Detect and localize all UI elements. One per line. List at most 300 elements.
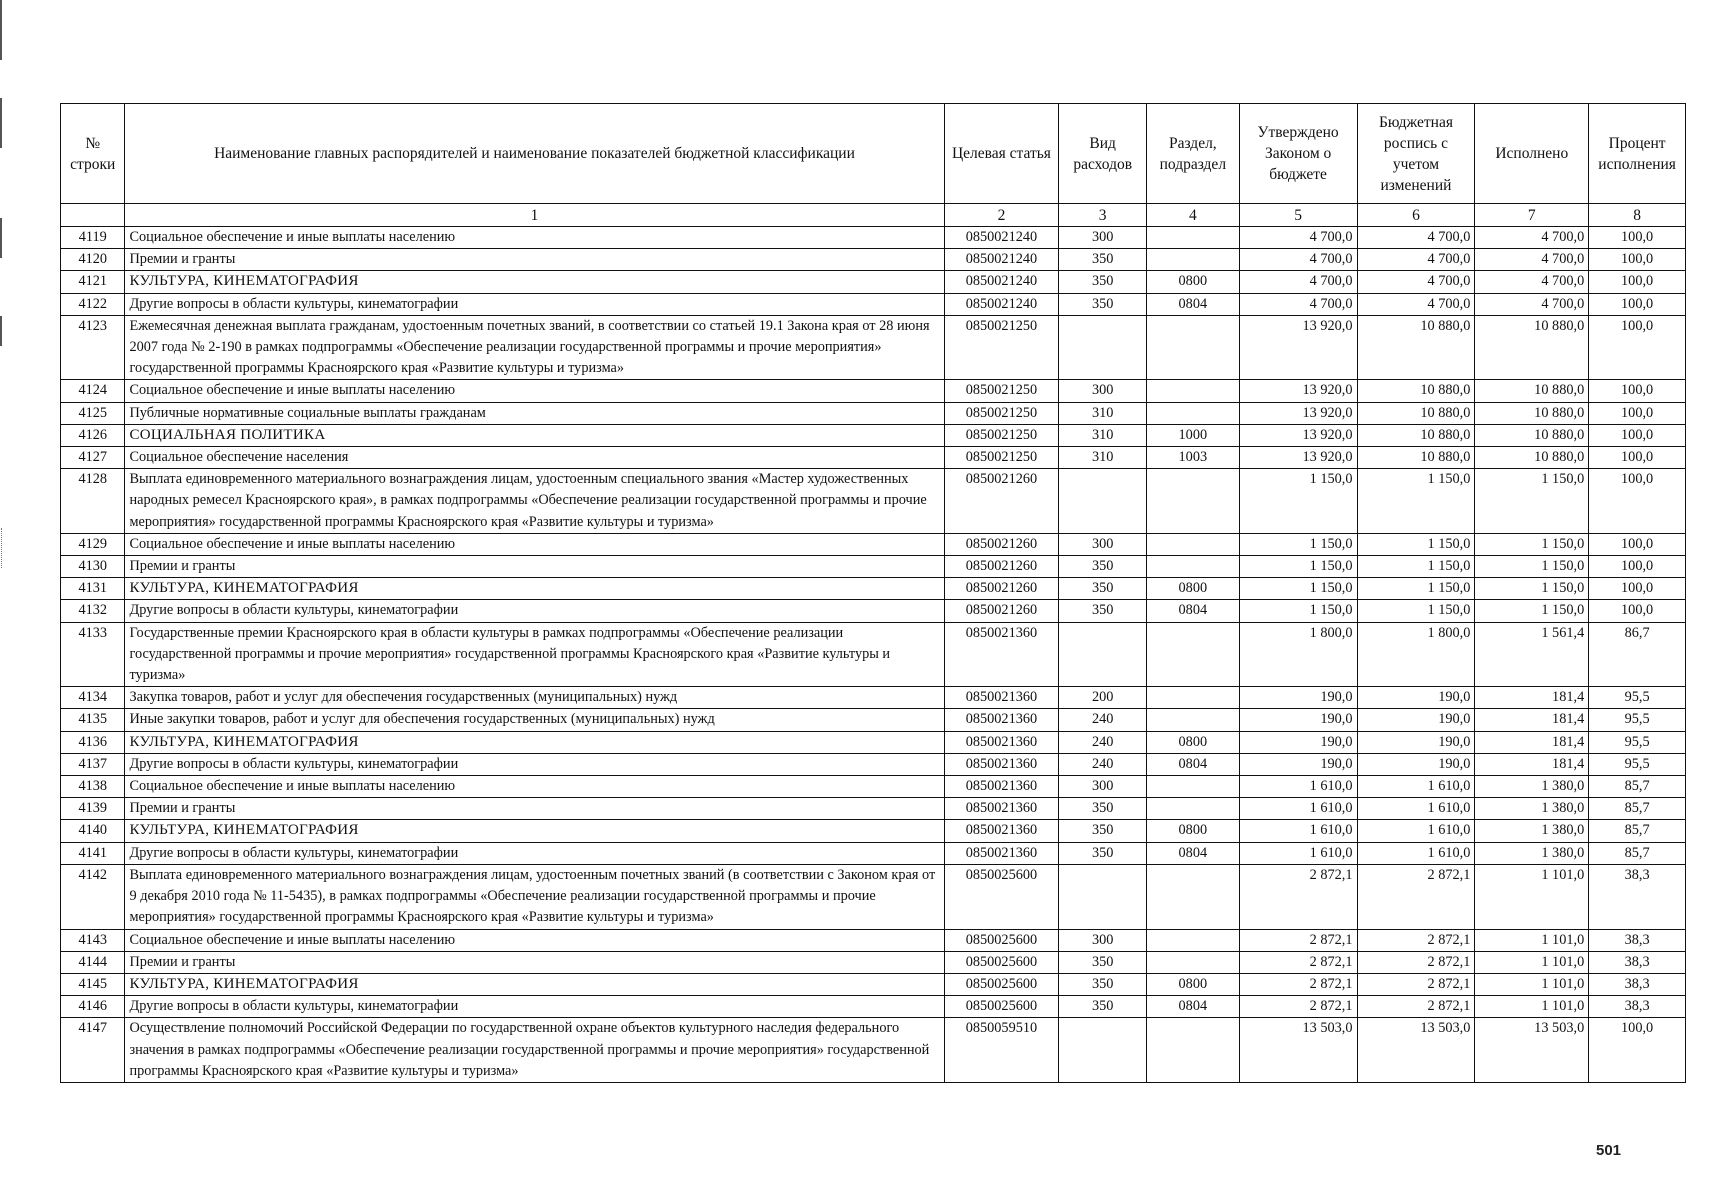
row-percent-cell: 100,0	[1589, 249, 1686, 271]
row-budget-cell: 1 150,0	[1357, 469, 1475, 534]
row-target-article-cell: 0850021250	[944, 402, 1059, 424]
row-target-article-cell: 0850021240	[944, 271, 1059, 293]
table-row	[61, 249, 1686, 271]
row-expense-type-cell	[1059, 469, 1147, 534]
row-expense-type-cell: 350	[1059, 556, 1147, 578]
table-row	[61, 973, 1686, 995]
row-name-cell: Другие вопросы в области культуры, кинематографии	[125, 753, 944, 775]
row-section-cell	[1147, 798, 1240, 820]
scan-edge-mark	[0, 0, 2, 60]
row-budget-cell: 2 872,1	[1357, 951, 1475, 973]
row-name-cell: КУЛЬТУРА, КИНЕМАТОГРАФИЯ	[125, 731, 944, 753]
scan-edge-mark	[0, 316, 2, 346]
row-budget-cell: 4 700,0	[1357, 293, 1475, 315]
column-number: 3	[1059, 204, 1147, 227]
row-expense-type-cell: 300	[1059, 380, 1147, 402]
row-number-cell: 4142	[61, 864, 125, 929]
table-row	[61, 709, 1686, 731]
row-expense-type-cell: 300	[1059, 929, 1147, 951]
row-approved-cell: 2 872,1	[1239, 951, 1357, 973]
row-expense-type-cell: 350	[1059, 249, 1147, 271]
row-percent-cell: 38,3	[1589, 996, 1686, 1018]
row-number-cell: 4134	[61, 687, 125, 709]
table-row	[61, 578, 1686, 600]
row-number-cell: 4147	[61, 1018, 125, 1083]
row-section-cell	[1147, 249, 1240, 271]
row-expense-type-cell	[1059, 622, 1147, 687]
row-expense-type-cell	[1059, 315, 1147, 380]
row-number-cell: 4136	[61, 731, 125, 753]
row-number-cell: 4146	[61, 996, 125, 1018]
column-number: 8	[1589, 204, 1686, 227]
row-executed-cell: 1 101,0	[1475, 973, 1589, 995]
row-budget-cell: 1 610,0	[1357, 820, 1475, 842]
table-row	[61, 776, 1686, 798]
row-expense-type-cell	[1059, 864, 1147, 929]
scan-edge-mark	[0, 98, 2, 148]
row-budget-cell: 190,0	[1357, 753, 1475, 775]
row-approved-cell: 13 920,0	[1239, 402, 1357, 424]
row-expense-type-cell	[1059, 1018, 1147, 1083]
row-expense-type-cell: 300	[1059, 533, 1147, 555]
row-section-cell: 0800	[1147, 271, 1240, 293]
row-executed-cell: 10 880,0	[1475, 380, 1589, 402]
row-number-cell: 4130	[61, 556, 125, 578]
row-target-article-cell: 0850021250	[944, 447, 1059, 469]
row-budget-cell: 1 150,0	[1357, 578, 1475, 600]
row-executed-cell: 1 101,0	[1475, 951, 1589, 973]
row-percent-cell: 100,0	[1589, 469, 1686, 534]
row-budget-cell: 2 872,1	[1357, 929, 1475, 951]
row-approved-cell: 4 700,0	[1239, 227, 1357, 249]
row-section-cell	[1147, 709, 1240, 731]
row-name-cell: Социальное обеспечение населения	[125, 447, 944, 469]
row-number-cell: 4135	[61, 709, 125, 731]
row-budget-cell: 10 880,0	[1357, 402, 1475, 424]
row-executed-cell: 1 150,0	[1475, 600, 1589, 622]
row-approved-cell: 2 872,1	[1239, 864, 1357, 929]
row-expense-type-cell: 240	[1059, 709, 1147, 731]
column-number: 6	[1357, 204, 1475, 227]
row-number-cell: 4121	[61, 271, 125, 293]
column-number: 5	[1239, 204, 1357, 227]
row-percent-cell: 100,0	[1589, 227, 1686, 249]
row-name-cell: Публичные нормативные социальные выплаты гражданам	[125, 402, 944, 424]
header-percent: Процент исполнения	[1589, 104, 1686, 204]
header-approved: Утверждено Законом о бюджете	[1239, 104, 1357, 204]
row-executed-cell: 10 880,0	[1475, 424, 1589, 446]
column-number: 2	[944, 204, 1059, 227]
row-target-article-cell: 0850021250	[944, 380, 1059, 402]
row-expense-type-cell: 350	[1059, 798, 1147, 820]
row-name-cell: КУЛЬТУРА, КИНЕМАТОГРАФИЯ	[125, 820, 944, 842]
row-section-cell: 0804	[1147, 293, 1240, 315]
row-target-article-cell: 0850021240	[944, 249, 1059, 271]
row-percent-cell: 95,5	[1589, 753, 1686, 775]
row-number-cell: 4120	[61, 249, 125, 271]
column-number: 1	[125, 204, 944, 227]
row-name-cell: Премии и гранты	[125, 556, 944, 578]
header-row-number: № строки	[61, 104, 125, 204]
row-executed-cell: 1 380,0	[1475, 820, 1589, 842]
table-row	[61, 753, 1686, 775]
row-executed-cell: 181,4	[1475, 709, 1589, 731]
row-section-cell: 0800	[1147, 973, 1240, 995]
row-number-cell: 4141	[61, 842, 125, 864]
row-target-article-cell: 0850021260	[944, 556, 1059, 578]
table-row	[61, 227, 1686, 249]
row-budget-cell: 4 700,0	[1357, 249, 1475, 271]
row-budget-cell: 4 700,0	[1357, 227, 1475, 249]
row-name-cell: Социальное обеспечение и иные выплаты населению	[125, 533, 944, 555]
row-budget-cell: 190,0	[1357, 709, 1475, 731]
row-budget-cell: 4 700,0	[1357, 271, 1475, 293]
row-percent-cell: 100,0	[1589, 578, 1686, 600]
table-row	[61, 380, 1686, 402]
row-percent-cell: 100,0	[1589, 533, 1686, 555]
row-budget-cell: 2 872,1	[1357, 973, 1475, 995]
row-executed-cell: 1 380,0	[1475, 798, 1589, 820]
row-name-cell: Социальное обеспечение и иные выплаты населению	[125, 380, 944, 402]
row-expense-type-cell: 310	[1059, 447, 1147, 469]
row-number-cell: 4129	[61, 533, 125, 555]
row-percent-cell: 100,0	[1589, 556, 1686, 578]
row-expense-type-cell: 350	[1059, 293, 1147, 315]
row-executed-cell: 1 561,4	[1475, 622, 1589, 687]
row-target-article-cell: 0850021360	[944, 709, 1059, 731]
row-number-cell: 4124	[61, 380, 125, 402]
row-executed-cell: 1 150,0	[1475, 556, 1589, 578]
row-approved-cell: 2 872,1	[1239, 996, 1357, 1018]
row-name-cell: Социальное обеспечение и иные выплаты населению	[125, 929, 944, 951]
scan-edge-mark	[0, 218, 2, 258]
row-budget-cell: 10 880,0	[1357, 380, 1475, 402]
row-name-cell: Премии и гранты	[125, 951, 944, 973]
row-expense-type-cell: 350	[1059, 973, 1147, 995]
table-row	[61, 402, 1686, 424]
row-budget-cell: 1 150,0	[1357, 556, 1475, 578]
row-name-cell: Премии и гранты	[125, 249, 944, 271]
row-section-cell	[1147, 687, 1240, 709]
row-approved-cell: 13 920,0	[1239, 424, 1357, 446]
row-executed-cell: 13 503,0	[1475, 1018, 1589, 1083]
row-name-cell: Другие вопросы в области культуры, кинематографии	[125, 293, 944, 315]
row-approved-cell: 13 920,0	[1239, 315, 1357, 380]
row-budget-cell: 1 610,0	[1357, 842, 1475, 864]
table-row	[61, 447, 1686, 469]
row-percent-cell: 100,0	[1589, 600, 1686, 622]
row-expense-type-cell: 350	[1059, 271, 1147, 293]
row-number-cell: 4144	[61, 951, 125, 973]
row-budget-cell: 2 872,1	[1357, 864, 1475, 929]
table-row	[61, 996, 1686, 1018]
row-budget-cell: 190,0	[1357, 687, 1475, 709]
table-row	[61, 293, 1686, 315]
row-percent-cell: 100,0	[1589, 447, 1686, 469]
row-percent-cell: 85,7	[1589, 842, 1686, 864]
row-executed-cell: 10 880,0	[1475, 447, 1589, 469]
row-budget-cell: 10 880,0	[1357, 447, 1475, 469]
row-approved-cell: 190,0	[1239, 731, 1357, 753]
row-name-cell: Иные закупки товаров, работ и услуг для обеспечения государственных (муниципальных) нужд	[125, 709, 944, 731]
row-expense-type-cell: 350	[1059, 951, 1147, 973]
row-expense-type-cell: 350	[1059, 600, 1147, 622]
row-executed-cell: 1 101,0	[1475, 864, 1589, 929]
row-section-cell: 0804	[1147, 753, 1240, 775]
row-percent-cell: 38,3	[1589, 973, 1686, 995]
row-section-cell: 0804	[1147, 600, 1240, 622]
row-section-cell	[1147, 380, 1240, 402]
row-percent-cell: 95,5	[1589, 687, 1686, 709]
row-target-article-cell: 0850025600	[944, 996, 1059, 1018]
row-approved-cell: 1 610,0	[1239, 842, 1357, 864]
row-percent-cell: 100,0	[1589, 402, 1686, 424]
row-name-cell: Ежемесячная денежная выплата гражданам, удостоенным почетных званий, в соответствии со статьей 19.1 Закона края от 28 июня 2007 года № 2-190 в рамках подпрограммы «Обеспечение реализации государственной программы и прочие мероприятия» государственной программы Красноярского края «Развитие культуры и туризма»	[125, 315, 944, 380]
row-approved-cell: 1 610,0	[1239, 798, 1357, 820]
row-number-cell: 4138	[61, 776, 125, 798]
row-executed-cell: 4 700,0	[1475, 227, 1589, 249]
row-approved-cell: 1 150,0	[1239, 556, 1357, 578]
row-number-cell: 4131	[61, 578, 125, 600]
table-row	[61, 929, 1686, 951]
row-target-article-cell: 0850021360	[944, 753, 1059, 775]
header-executed: Исполнено	[1475, 104, 1589, 204]
table-row	[61, 1018, 1686, 1083]
row-expense-type-cell: 300	[1059, 776, 1147, 798]
row-percent-cell: 100,0	[1589, 293, 1686, 315]
row-budget-cell: 1 610,0	[1357, 798, 1475, 820]
row-percent-cell: 38,3	[1589, 929, 1686, 951]
row-target-article-cell: 0850021360	[944, 731, 1059, 753]
table-row	[61, 687, 1686, 709]
row-target-article-cell: 0850025600	[944, 864, 1059, 929]
row-target-article-cell: 0850021240	[944, 227, 1059, 249]
row-expense-type-cell: 350	[1059, 996, 1147, 1018]
row-target-article-cell: 0850021360	[944, 776, 1059, 798]
row-approved-cell: 1 610,0	[1239, 776, 1357, 798]
row-percent-cell: 85,7	[1589, 820, 1686, 842]
row-budget-cell: 1 800,0	[1357, 622, 1475, 687]
column-number: 7	[1475, 204, 1589, 227]
row-executed-cell: 4 700,0	[1475, 249, 1589, 271]
row-name-cell: Социальное обеспечение и иные выплаты населению	[125, 776, 944, 798]
row-section-cell	[1147, 533, 1240, 555]
row-target-article-cell: 0850025600	[944, 929, 1059, 951]
row-percent-cell: 95,5	[1589, 709, 1686, 731]
row-name-cell: Выплата единовременного материального вознаграждения лицам, удостоенным специального звания «Мастер художественных народных ремесел Красноярского края», в рамках подпрограммы «Обеспечение реализации государственной программы и прочие мероприятия» государственной программы Красноярского края «Развитие культуры и туризма»	[125, 469, 944, 534]
row-target-article-cell: 0850021260	[944, 578, 1059, 600]
row-expense-type-cell: 200	[1059, 687, 1147, 709]
row-approved-cell: 1 150,0	[1239, 533, 1357, 555]
row-approved-cell: 190,0	[1239, 687, 1357, 709]
row-target-article-cell: 0850021360	[944, 842, 1059, 864]
row-approved-cell: 13 920,0	[1239, 447, 1357, 469]
row-budget-cell: 190,0	[1357, 731, 1475, 753]
row-percent-cell: 100,0	[1589, 271, 1686, 293]
row-executed-cell: 1 101,0	[1475, 929, 1589, 951]
row-budget-cell: 1 150,0	[1357, 533, 1475, 555]
row-executed-cell: 1 380,0	[1475, 776, 1589, 798]
row-number-cell: 4125	[61, 402, 125, 424]
row-executed-cell: 10 880,0	[1475, 315, 1589, 380]
row-percent-cell: 95,5	[1589, 731, 1686, 753]
row-budget-cell: 13 503,0	[1357, 1018, 1475, 1083]
row-name-cell: Закупка товаров, работ и услуг для обеспечения государственных (муниципальных) нужд	[125, 687, 944, 709]
row-percent-cell: 100,0	[1589, 424, 1686, 446]
row-section-cell	[1147, 227, 1240, 249]
header-section: Раздел, подраздел	[1147, 104, 1240, 204]
row-number-cell: 4122	[61, 293, 125, 315]
table-row	[61, 424, 1686, 446]
table-row	[61, 469, 1686, 534]
row-expense-type-cell: 350	[1059, 578, 1147, 600]
row-percent-cell: 38,3	[1589, 951, 1686, 973]
row-expense-type-cell: 350	[1059, 842, 1147, 864]
row-percent-cell: 85,7	[1589, 798, 1686, 820]
row-name-cell: СОЦИАЛЬНАЯ ПОЛИТИКА	[125, 424, 944, 446]
row-approved-cell: 1 150,0	[1239, 600, 1357, 622]
row-percent-cell: 86,7	[1589, 622, 1686, 687]
header-name: Наименование главных распорядителей и наименование показателей бюджетной классификации	[125, 104, 944, 204]
table-row	[61, 271, 1686, 293]
row-section-cell: 1000	[1147, 424, 1240, 446]
row-approved-cell: 190,0	[1239, 709, 1357, 731]
row-name-cell: Другие вопросы в области культуры, кинематографии	[125, 600, 944, 622]
row-percent-cell: 100,0	[1589, 315, 1686, 380]
row-section-cell	[1147, 622, 1240, 687]
table-row	[61, 622, 1686, 687]
row-name-cell: КУЛЬТУРА, КИНЕМАТОГРАФИЯ	[125, 578, 944, 600]
column-number	[61, 204, 125, 227]
row-approved-cell: 1 150,0	[1239, 469, 1357, 534]
table-row	[61, 556, 1686, 578]
header-target-article: Целевая статья	[944, 104, 1059, 204]
row-executed-cell: 181,4	[1475, 753, 1589, 775]
table-header-row	[61, 104, 1686, 204]
row-name-cell: Другие вопросы в области культуры, кинематографии	[125, 842, 944, 864]
row-approved-cell: 1 800,0	[1239, 622, 1357, 687]
row-name-cell: Премии и гранты	[125, 798, 944, 820]
row-name-cell: КУЛЬТУРА, КИНЕМАТОГРАФИЯ	[125, 973, 944, 995]
row-target-article-cell: 0850025600	[944, 973, 1059, 995]
row-name-cell: Выплата единовременного материального вознаграждения лицам, удостоенным почетных званий (в соответствии с Законом края от 9 декабря 2010 года № 11-5435), в рамках подпрограммы «Обеспечение реализации государственной программы и прочие мероприятия» государственной программы Красноярского края «Развитие культуры и туризма»	[125, 864, 944, 929]
row-approved-cell: 190,0	[1239, 753, 1357, 775]
header-budget-schedule: Бюджетная роспись с учетом изменений	[1357, 104, 1475, 204]
row-target-article-cell: 0850021250	[944, 424, 1059, 446]
table-row	[61, 600, 1686, 622]
row-expense-type-cell: 350	[1059, 820, 1147, 842]
row-name-cell: КУЛЬТУРА, КИНЕМАТОГРАФИЯ	[125, 271, 944, 293]
row-executed-cell: 1 380,0	[1475, 842, 1589, 864]
table-body	[61, 227, 1686, 1083]
row-number-cell: 4145	[61, 973, 125, 995]
row-executed-cell: 10 880,0	[1475, 402, 1589, 424]
row-number-cell: 4132	[61, 600, 125, 622]
row-section-cell	[1147, 1018, 1240, 1083]
table-row	[61, 731, 1686, 753]
row-expense-type-cell: 240	[1059, 753, 1147, 775]
row-approved-cell: 13 920,0	[1239, 380, 1357, 402]
row-number-cell: 4123	[61, 315, 125, 380]
row-section-cell	[1147, 951, 1240, 973]
row-target-article-cell: 0850021240	[944, 293, 1059, 315]
row-executed-cell: 1 150,0	[1475, 533, 1589, 555]
row-number-cell: 4137	[61, 753, 125, 775]
row-section-cell	[1147, 469, 1240, 534]
row-approved-cell: 4 700,0	[1239, 271, 1357, 293]
row-budget-cell: 1 150,0	[1357, 600, 1475, 622]
page-number: 501	[1596, 1142, 1622, 1159]
table-row	[61, 533, 1686, 555]
row-target-article-cell: 0850021260	[944, 469, 1059, 534]
row-section-cell	[1147, 402, 1240, 424]
row-number-cell: 4133	[61, 622, 125, 687]
row-budget-cell: 10 880,0	[1357, 315, 1475, 380]
row-executed-cell: 1 150,0	[1475, 578, 1589, 600]
row-approved-cell: 1 610,0	[1239, 820, 1357, 842]
row-percent-cell: 38,3	[1589, 864, 1686, 929]
row-name-cell: Осуществление полномочий Российской Федерации по государственной охране объектов культурного наследия федерального значения в рамках подпрограммы «Обеспечение реализации государственной программы и прочие мероприятия» государственной программы Красноярского края «Развитие культуры и туризма»	[125, 1018, 944, 1083]
row-number-cell: 4139	[61, 798, 125, 820]
scan-edge-dots	[1, 528, 3, 568]
table-row	[61, 820, 1686, 842]
row-section-cell: 0800	[1147, 731, 1240, 753]
row-section-cell	[1147, 556, 1240, 578]
row-expense-type-cell: 300	[1059, 227, 1147, 249]
row-number-cell: 4127	[61, 447, 125, 469]
row-budget-cell: 1 610,0	[1357, 776, 1475, 798]
row-section-cell	[1147, 315, 1240, 380]
row-approved-cell: 13 503,0	[1239, 1018, 1357, 1083]
row-approved-cell: 2 872,1	[1239, 973, 1357, 995]
row-name-cell: Социальное обеспечение и иные выплаты населению	[125, 227, 944, 249]
row-name-cell: Другие вопросы в области культуры, кинематографии	[125, 996, 944, 1018]
row-number-cell: 4143	[61, 929, 125, 951]
row-section-cell: 0800	[1147, 578, 1240, 600]
table-row	[61, 864, 1686, 929]
row-target-article-cell: 0850021260	[944, 533, 1059, 555]
column-number-row	[61, 204, 1686, 227]
row-target-article-cell: 0850021250	[944, 315, 1059, 380]
column-number: 4	[1147, 204, 1240, 227]
row-expense-type-cell: 240	[1059, 731, 1147, 753]
row-executed-cell: 4 700,0	[1475, 293, 1589, 315]
row-expense-type-cell: 310	[1059, 402, 1147, 424]
row-section-cell: 0804	[1147, 842, 1240, 864]
row-number-cell: 4126	[61, 424, 125, 446]
row-percent-cell: 85,7	[1589, 776, 1686, 798]
row-number-cell: 4140	[61, 820, 125, 842]
row-target-article-cell: 0850021260	[944, 600, 1059, 622]
row-number-cell: 4128	[61, 469, 125, 534]
row-percent-cell: 100,0	[1589, 380, 1686, 402]
row-percent-cell: 100,0	[1589, 1018, 1686, 1083]
header-expense-type: Вид расходов	[1059, 104, 1147, 204]
row-target-article-cell: 0850059510	[944, 1018, 1059, 1083]
row-section-cell	[1147, 776, 1240, 798]
row-approved-cell: 4 700,0	[1239, 293, 1357, 315]
row-executed-cell: 181,4	[1475, 687, 1589, 709]
table-row	[61, 951, 1686, 973]
row-budget-cell: 10 880,0	[1357, 424, 1475, 446]
row-section-cell	[1147, 929, 1240, 951]
row-target-article-cell: 0850021360	[944, 622, 1059, 687]
row-approved-cell: 1 150,0	[1239, 578, 1357, 600]
row-number-cell: 4119	[61, 227, 125, 249]
row-executed-cell: 4 700,0	[1475, 271, 1589, 293]
row-target-article-cell: 0850025600	[944, 951, 1059, 973]
row-executed-cell: 1 150,0	[1475, 469, 1589, 534]
